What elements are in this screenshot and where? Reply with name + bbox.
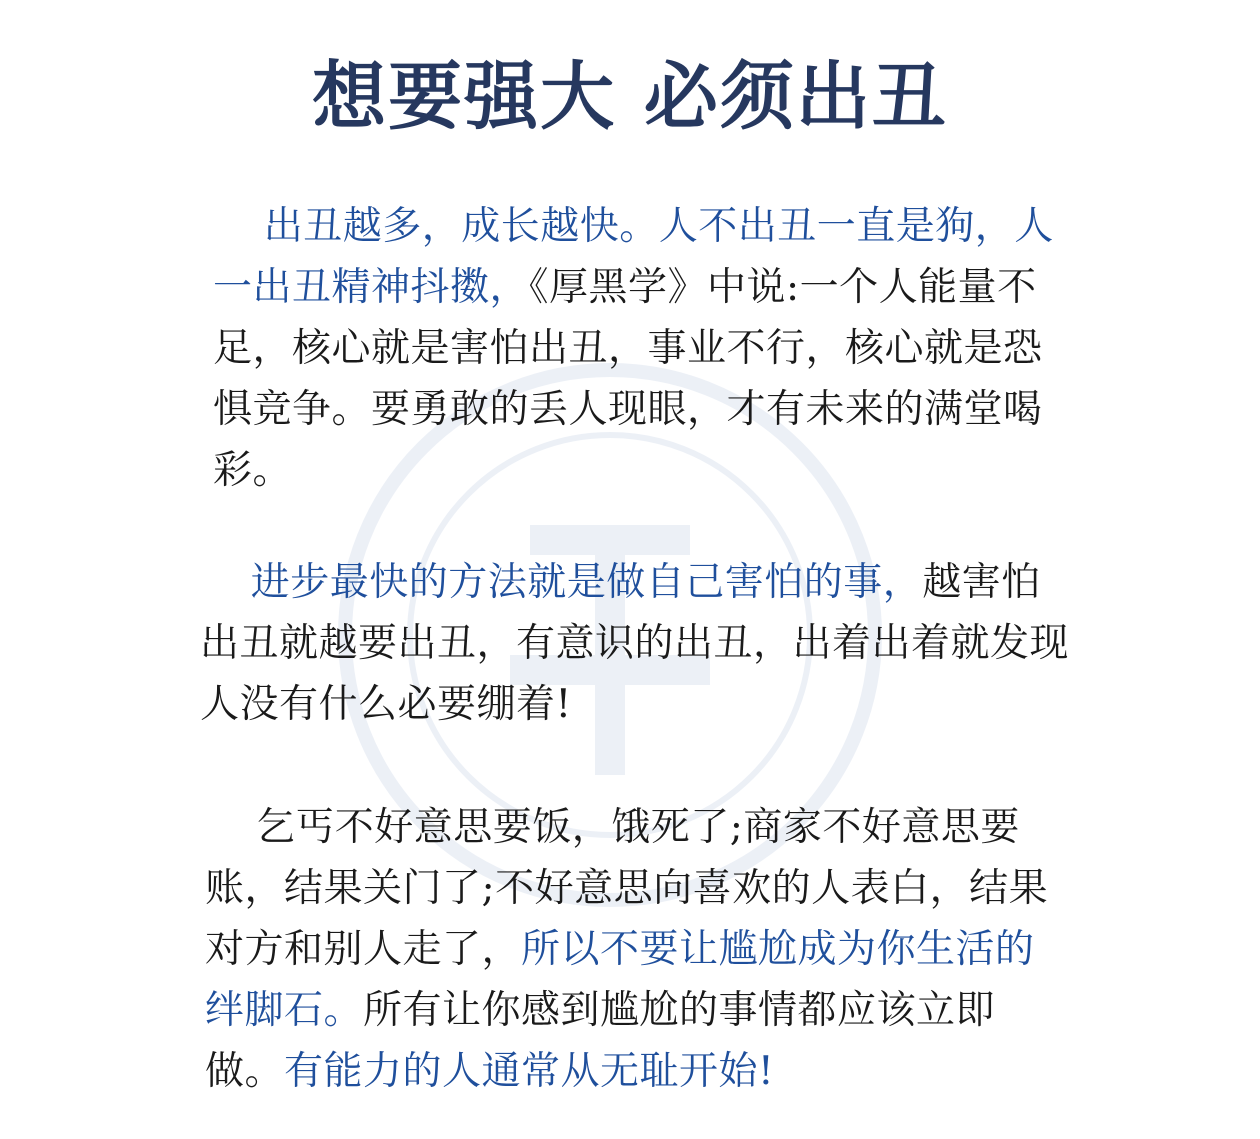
paragraph-2 xyxy=(200,552,1070,735)
paragraph-3-highlight-b: 有能力的人通常从无耻开始! xyxy=(284,1049,775,1094)
page-title: 想要强大 必须出丑 xyxy=(312,54,948,140)
paragraph-1-highlight: 出丑越多，成长越快。人不出丑一直是狗，人一出丑精神抖擞， xyxy=(213,204,1054,310)
paragraph-3-text-b: 所有让你感到尴尬的事情都应该立即做。 xyxy=(205,988,996,1094)
paragraph-3-text-a: 乞丐不好意思要饭，饿死了;商家不好意思要账，结果关门了;不好意思向喜欢的人表白，结果对方和别人走了， xyxy=(205,805,1049,972)
paragraph-2-text: 越害怕出丑就越要出丑，有意识的出丑，出着出着就发现人没有什么必要绷着! xyxy=(200,560,1070,727)
paragraph-3 xyxy=(205,797,1055,1102)
paragraph-3-highlight-a: 所以不要让尴尬成为你生活的绊脚石。 xyxy=(205,927,1035,1033)
paragraph-1 xyxy=(213,196,1063,501)
paragraph-1-text: 《厚黑学》中说:一个人能量不足，核心就是害怕出丑，事业不行，核心就是恐惧竞争。要勇敢的丢人现眼，才有未来的满堂喝彩。 xyxy=(213,265,1043,493)
paragraph-2-highlight: 进步最快的方法就是做自己害怕的事， xyxy=(250,560,923,605)
